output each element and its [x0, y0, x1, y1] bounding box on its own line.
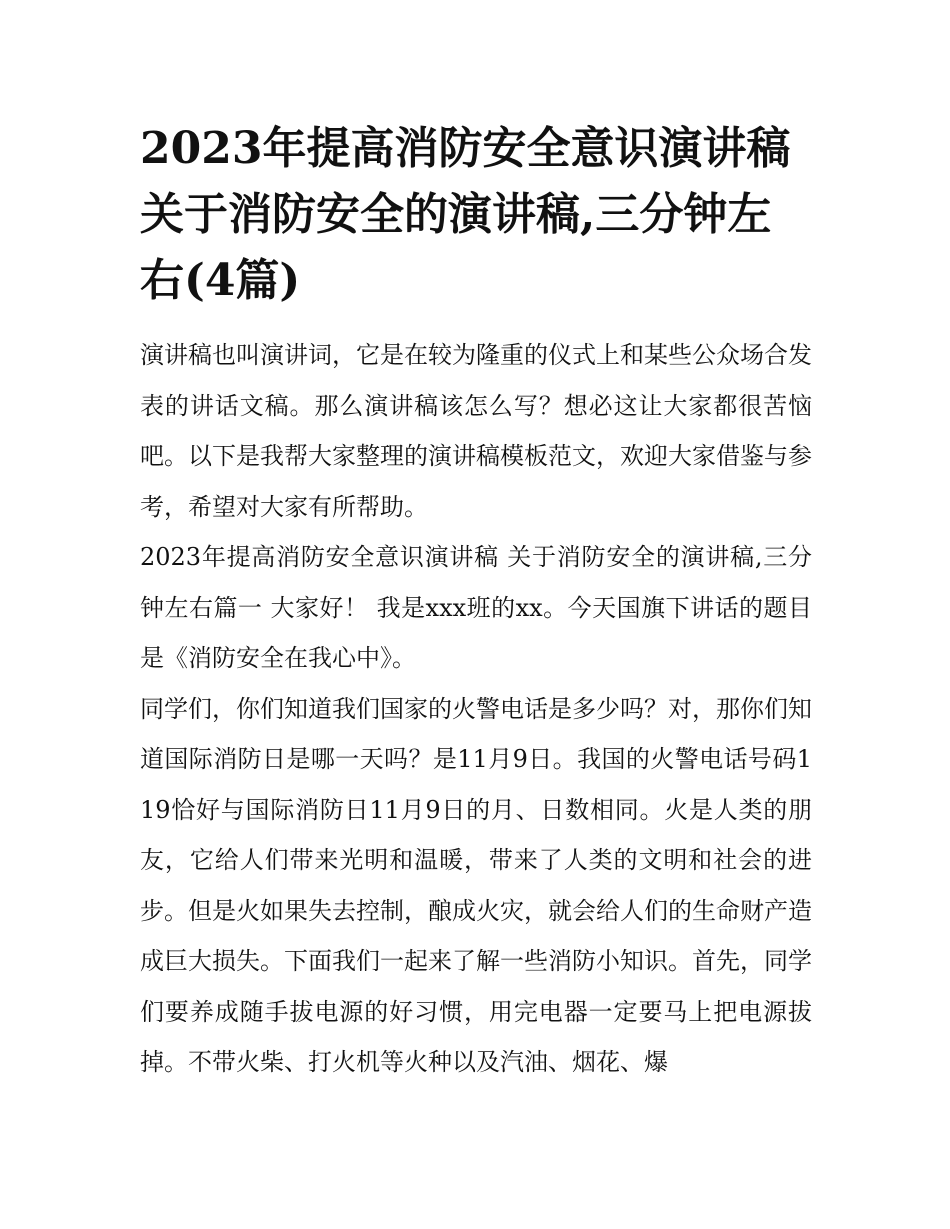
paragraph-greeting: 2023年提高消防安全意识演讲稿 关于消防安全的演讲稿,三分钟左右篇一 大家好！ 我是xxx班的xx。今天国旗下讲话的题目是《消防安全在我心中》。 — [140, 543, 812, 672]
document-content — [140, 116, 812, 1088]
document-body — [140, 330, 812, 1088]
document-title: 2023年提高消防安全意识演讲稿 关于消防安全的演讲稿,三分钟左右(4篇) — [140, 123, 791, 306]
paragraph-fire-safety: 同学们，你们知道我们国家的火警电话是多少吗？对，那你们知道国际消防日是哪一天吗？是11月9日。我国的火警电话号码119恰好与国际消防日11月9日的月、日数相同。火是人类的朋友，它给人们带来光明和温暖，带来了人类的文明和社会的进步。但是火如果失去控制，酿成火灾，就会给人们的生命财产造成巨大损失。下面我们一起来了解一些消防小知识。首先，同学们要养成随手拔电源的好习惯，用完电器一定要马上把电源拔掉。不带火柴、打火机等火种以及汽油、烟花、爆 — [140, 694, 812, 1076]
paragraph-intro: 演讲稿也叫演讲词，它是在较为隆重的仪式上和某些公众场合发表的讲话文稿。那么演讲稿该怎么写？想必这让大家都很苦恼吧。以下是我帮大家整理的演讲稿模板范文，欢迎大家借鉴与参考，希望对大家有所帮助。 — [140, 341, 812, 521]
